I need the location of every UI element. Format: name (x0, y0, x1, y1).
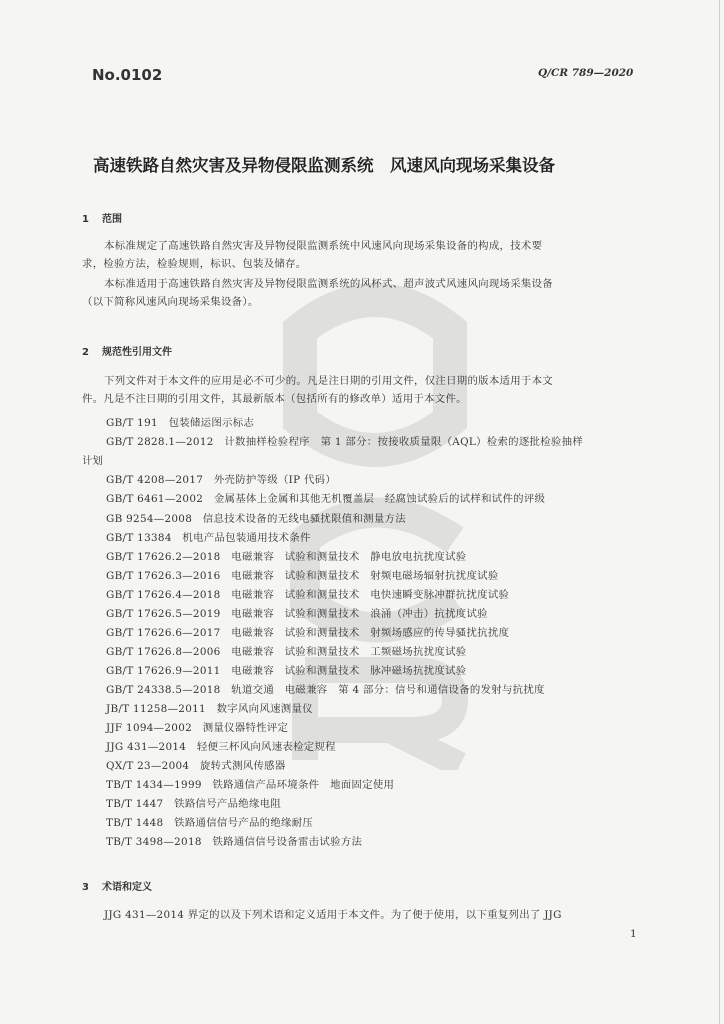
document-title: 高速铁路自然灾害及异物侵限监测系统 风速风向现场采集设备 (93, 156, 555, 175)
reference-item: JJF 1094—2002 测量仪器特性评定 (106, 722, 289, 734)
reference-item: GB/T 13384 机电产品包装通用技术条件 (106, 532, 311, 544)
section-heading-references (82, 343, 172, 358)
reference-item: GB/T 17626.9—2011 电磁兼容 试验和测量技术 脉冲磁场抗扰度试验 (106, 665, 467, 677)
standard-code: Q/CR 789—2020 (538, 67, 634, 79)
reference-item: JB/T 11258—2011 数字风向风速测量仪 (106, 703, 313, 715)
section-number: 2 (82, 347, 89, 358)
section-heading-terms (82, 878, 152, 893)
section-number: 3 (82, 882, 89, 893)
section-title: 范围 (102, 214, 122, 225)
reference-item: GB/T 17626.6—2017 电磁兼容 试验和测量技术 射频场感应的传导骚扰抗扰度 (106, 627, 510, 639)
scope-paragraph-1-line-1: 本标准规定了高速铁路自然灾害及异物侵限监测系统中风速风向现场采集设备的构成，技术要 (104, 240, 543, 252)
reference-item: TB/T 1448 铁路通信信号产品的绝缘耐压 (106, 817, 314, 829)
scope-paragraph-1-line-2: 求，检验方法，检验规则，标识、包装及储存。 (82, 258, 307, 270)
reference-item: GB 9254—2008 信息技术设备的无线电骚扰限值和测量方法 (106, 513, 406, 525)
scope-paragraph-2-line-2: （以下简称风速风向现场采集设备）。 (82, 296, 259, 308)
reference-item: GB/T 17626.3—2016 电磁兼容 试验和测量技术 射频电磁场辐射抗扰度试验 (106, 570, 499, 582)
scope-paragraph-2-line-1: 本标准适用于高速铁路自然灾害及异物侵限监测系统的风杯式、超声波式风速风向现场采集设备 (104, 278, 554, 290)
reference-item: GB/T 24338.5—2018 轨道交通 电磁兼容 第 4 部分：信号和通信设备的发射与抗扰度 (106, 684, 545, 696)
reference-item: QX/T 23—2004 旋转式测风传感器 (106, 760, 286, 772)
reference-item: GB/T 17626.5—2019 电磁兼容 试验和测量技术 浪涌（冲击）抗扰度试验 (106, 608, 488, 620)
terms-intro: JJG 431—2014 界定的以及下列术语和定义适用于本文件。为了便于使用，以下重复列出了 JJG (104, 909, 562, 921)
section-heading-scope (82, 210, 122, 225)
references-intro-line-2: 件。凡是不注日期的引用文件，其最新版本（包括所有的修改单）适用于本文件。 (82, 393, 467, 405)
reference-item: TB/T 1434—1999 铁路通信产品环境条件 地面固定使用 (106, 779, 395, 791)
reference-item: JJG 431—2014 轻便三杯风向风速表检定规程 (106, 741, 336, 753)
reference-item: GB/T 6461—2002 金属基体上金属和其他无机覆盖层 经腐蚀试验后的试样和试件的评级 (106, 493, 546, 505)
section-number: 1 (82, 214, 89, 225)
section-title: 规范性引用文件 (102, 347, 172, 358)
document-serial-number: No.0102 (92, 66, 163, 84)
reference-item: GB/T 4208—2017 外壳防护等级（IP 代码） (106, 474, 337, 486)
reference-item: GB/T 2828.1—2012 计数抽样检验程序 第 1 部分：按接收质量限（AQL）检索的逐批检验抽样 (106, 436, 584, 448)
reference-item: TB/T 3498—2018 铁路通信信号设备雷击试验方法 (106, 836, 363, 848)
reference-item: TB/T 1447 铁路信号产品绝缘电阻 (106, 798, 282, 810)
references-intro-line-1: 下列文件对于本文件的应用是必不可少的。凡是注日期的引用文件，仅注日期的版本适用于本文 (104, 375, 554, 387)
reference-item-continuation: 计划 (82, 455, 103, 467)
page-edge-line (719, 0, 720, 1024)
reference-item: GB/T 17626.4—2018 电磁兼容 试验和测量技术 电快速瞬变脉冲群抗扰度试验 (106, 589, 510, 601)
page-number: 1 (630, 928, 637, 940)
reference-item: GB/T 191 包装储运图示标志 (106, 417, 255, 429)
reference-item: GB/T 17626.2—2018 电磁兼容 试验和测量技术 静电放电抗扰度试验 (106, 551, 467, 563)
reference-item: GB/T 17626.8—2006 电磁兼容 试验和测量技术 工频磁场抗扰度试验 (106, 646, 467, 658)
section-title: 术语和定义 (102, 882, 152, 893)
